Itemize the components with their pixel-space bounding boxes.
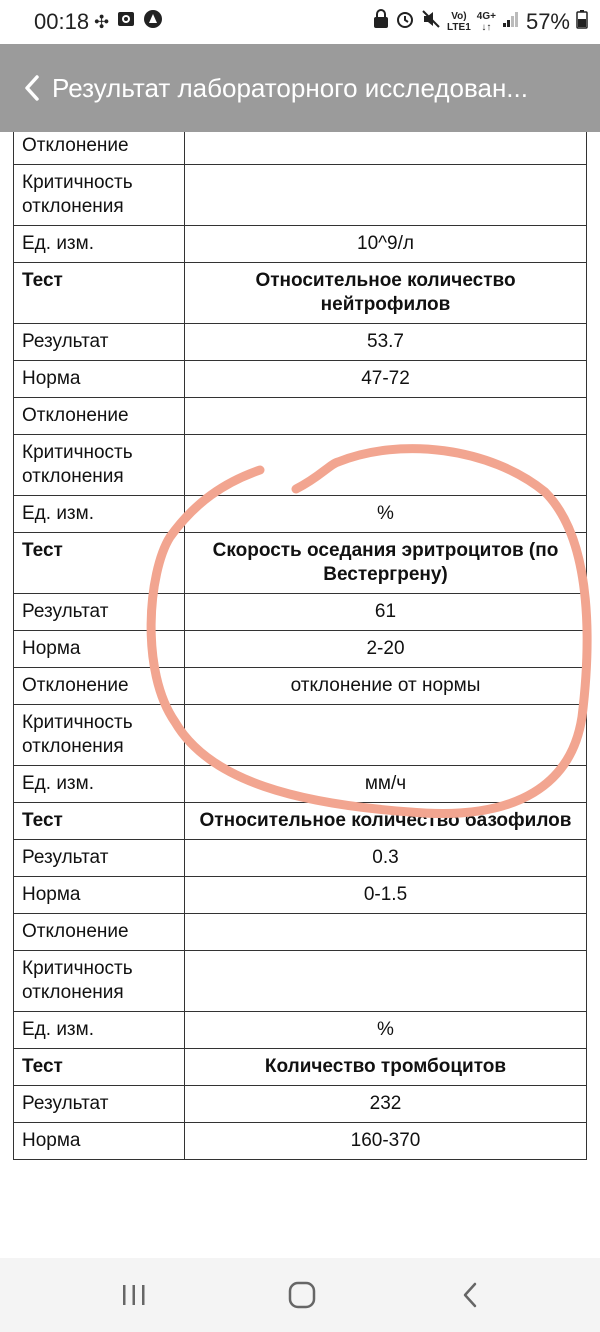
page-title: Результат лабораторного исследован... [52,73,528,103]
system-back-button[interactable] [440,1275,500,1315]
row-value: Относительное количество базофилов [185,803,587,840]
test-header-row [14,803,587,840]
row-label: Тест [14,1049,185,1086]
row-value [185,132,587,165]
row-label: Результат [14,324,185,361]
back-icon [460,1280,480,1310]
test-header-row [14,1049,587,1086]
row-label: Норма [14,631,185,668]
row-label: Ед. изм. [14,766,185,803]
signal-icon [502,10,520,34]
table-row [14,668,587,705]
table-row [14,361,587,398]
chevron-left-icon [22,73,42,103]
row-label: Отклонение [14,914,185,951]
table-row [14,951,587,1012]
row-value [185,435,587,496]
row-value: Скорость оседания эритроцитов (по Вестергрену) [185,533,587,594]
row-value: Относительное количество нейтрофилов [185,263,587,324]
row-label: Отклонение [14,668,185,705]
table-row [14,631,587,668]
table-row [14,398,587,435]
table-row [14,1086,587,1123]
row-value: 2-20 [185,631,587,668]
recents-button[interactable] [104,1275,164,1315]
fan-icon: ✣ [94,12,110,32]
app-bar [0,44,600,132]
row-label: Результат [14,594,185,631]
network-gen-indicator: 4G+ ↓↑ [476,11,496,33]
row-label: Тест [14,803,185,840]
row-label: Ед. изм. [14,496,185,533]
test-header-row [14,263,587,324]
battery-percent: 57% [525,9,570,34]
row-value [185,165,587,226]
row-value: 10^9/л [185,226,587,263]
mute-icon [421,9,441,35]
table-row [14,496,587,533]
status-left-icons [94,9,163,35]
row-label: Тест [14,263,185,324]
table-row [14,914,587,951]
row-label: Критичность отклонения [14,165,185,226]
table-row [14,766,587,803]
camera-notification-icon [117,10,135,34]
table-row [14,840,587,877]
results-content[interactable] [0,132,600,1258]
table-row [14,435,587,496]
table-row [14,1123,587,1160]
alarm-icon [395,9,415,35]
row-value [185,705,587,766]
status-time: 00:18 [34,9,90,34]
row-label: Ед. изм. [14,1012,185,1049]
row-label: Результат [14,1086,185,1123]
row-value: 232 [185,1086,587,1123]
app-notification-icon [143,9,163,35]
navigation-bar [0,1258,600,1332]
row-label: Отклонение [14,398,185,435]
table-row [14,705,587,766]
row-value: 0.3 [185,840,587,877]
row-label: Норма [14,877,185,914]
row-label: Отклонение [14,132,185,165]
row-value [185,398,587,435]
table-row [14,165,587,226]
row-value: % [185,1012,587,1049]
row-value: отклонение от нормы [185,668,587,705]
home-icon [287,1280,317,1310]
row-value [185,951,587,1012]
row-label: Тест [14,533,185,594]
volte-indicator: Vo) LTE1 [447,11,471,33]
row-value: 160-370 [185,1123,587,1160]
row-label: Критичность отклонения [14,951,185,1012]
lock-icon [373,9,389,35]
table-row [14,594,587,631]
table-row [14,324,587,361]
row-value: 53.7 [185,324,587,361]
battery-charging-icon [576,9,588,35]
table-row [14,877,587,914]
row-value: % [185,496,587,533]
row-label: Норма [14,1123,185,1160]
row-label: Критичность отклонения [14,705,185,766]
row-value: Количество тромбоцитов [185,1049,587,1086]
row-value: 47-72 [185,361,587,398]
table-row [14,132,587,165]
row-label: Результат [14,840,185,877]
home-button[interactable] [272,1275,332,1315]
row-value [185,914,587,951]
row-label: Критичность отклонения [14,435,185,496]
table-row [14,226,587,263]
recents-icon [119,1282,149,1308]
status-bar [0,0,600,44]
row-label: Ед. изм. [14,226,185,263]
table-row [14,1012,587,1049]
row-value: 0-1.5 [185,877,587,914]
row-label: Норма [14,361,185,398]
row-value: 61 [185,594,587,631]
results-table [13,132,587,1160]
test-header-row [14,533,587,594]
row-value: мм/ч [185,766,587,803]
status-right-icons [373,9,588,35]
back-button[interactable] [14,66,50,110]
